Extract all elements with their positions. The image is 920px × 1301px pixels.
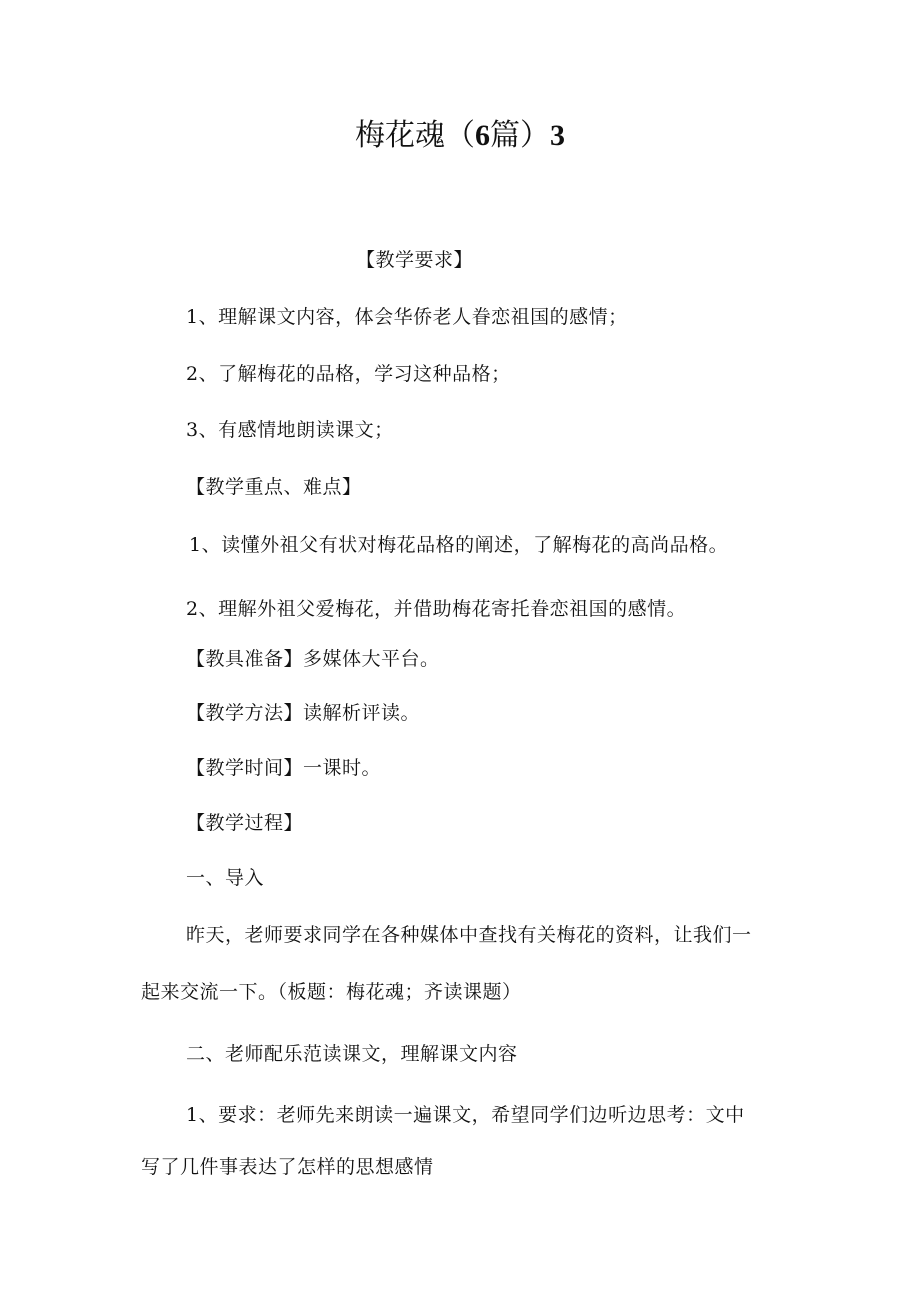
step-heading-reading: 二、老师配乐范读课文，理解课文内容 xyxy=(186,1043,518,1065)
section-heading-requirements: 【教学要求】 xyxy=(356,249,474,271)
title-number-1: 6 xyxy=(475,119,490,152)
section-heading-key-points: 【教学重点、难点】 xyxy=(186,476,362,498)
section-heading-process: 【教学过程】 xyxy=(186,812,304,834)
teaching-method-line: 【教学方法】读解析评读。 xyxy=(186,702,421,724)
teaching-tools-line: 【教具准备】多媒体大平台。 xyxy=(186,648,440,670)
paragraph-intro-line-1: 昨天，老师要求同学在各种媒体中查找有关梅花的资料，让我们一 xyxy=(186,924,752,946)
title-text-2: 篇） xyxy=(490,118,550,153)
paragraph-intro-line-2: 起来交流一下。（板题：梅花魂；齐读课题） xyxy=(141,981,522,1003)
step-heading-intro: 一、导入 xyxy=(186,867,265,889)
document-title xyxy=(0,116,920,156)
paragraph-reading-line-2: 写了几件事表达了怎样的思想感情 xyxy=(141,1156,434,1178)
title-text-1: 梅花魂（ xyxy=(355,118,475,153)
requirement-item-2: 2、了解梅花的品格，学习这种品格； xyxy=(186,363,511,385)
title-number-2: 3 xyxy=(550,119,565,152)
teaching-time-line: 【教学时间】一课时。 xyxy=(186,757,382,779)
requirement-item-1: 1、理解课文内容，体会华侨老人眷恋祖国的感情； xyxy=(186,306,628,328)
requirement-item-3: 3、有感情地朗读课文； xyxy=(186,419,394,441)
paragraph-reading-line-1: 1、要求：老师先来朗读一遍课文，希望同学们边听边思考：文中 xyxy=(186,1104,745,1126)
key-point-item-1: 1、读懂外祖父有状对梅花品格的阐述，了解梅花的高尚品格。 xyxy=(189,534,729,556)
key-point-item-2: 2、理解外祖父爱梅花，并借助梅花寄托眷恋祖国的感情。 xyxy=(186,598,687,620)
